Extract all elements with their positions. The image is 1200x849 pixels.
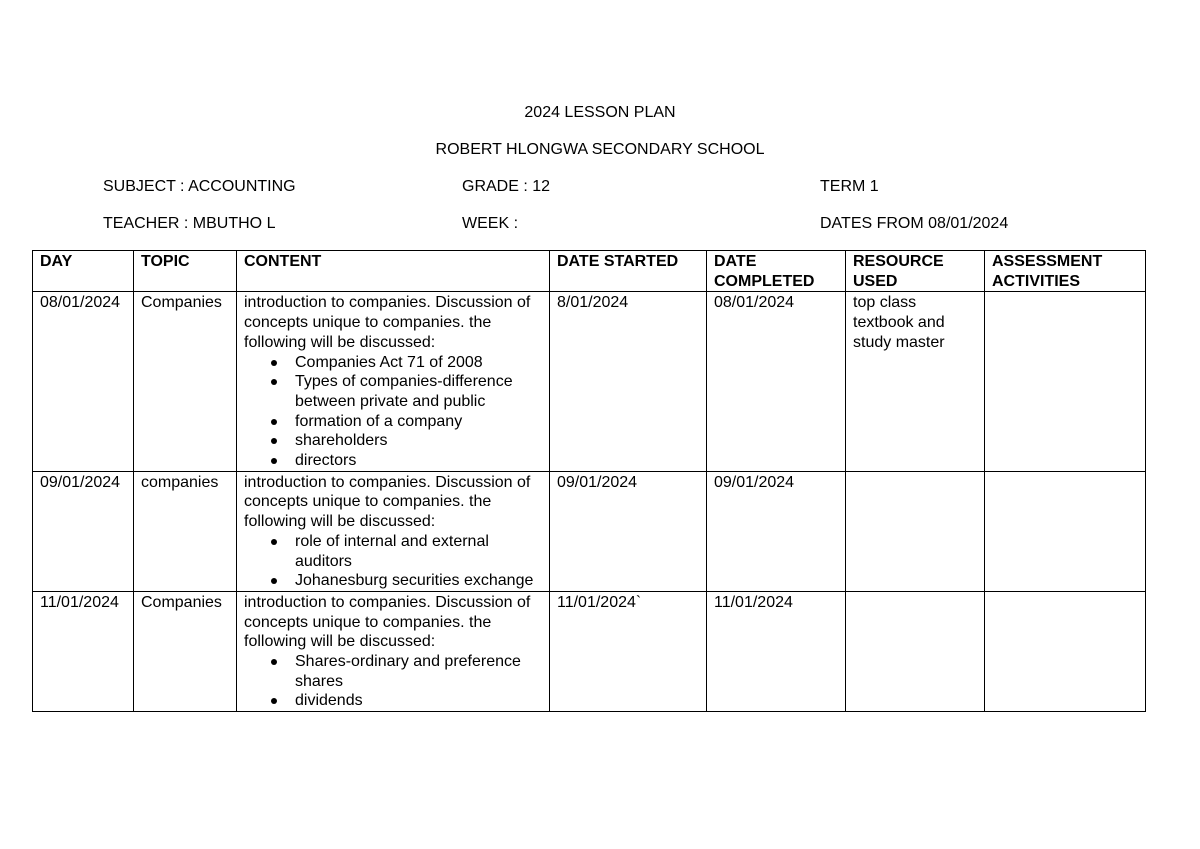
content-bullet-list: [244, 532, 542, 591]
content-bullet: dividends: [295, 691, 542, 711]
column-header-topic: TOPIC: [134, 251, 237, 292]
date-completed-cell: 08/01/2024: [707, 292, 846, 471]
content-intro: introduction to companies. Discussion of concepts unique to companies. the following will be discussed:: [244, 473, 531, 531]
school-name: ROBERT HLONGWA SECONDARY SCHOOL: [435, 141, 765, 158]
week-field: WEEK :: [462, 215, 519, 232]
content-bullet: Types of companies-difference between private and public: [295, 372, 542, 411]
content-bullet: shareholders: [295, 431, 542, 451]
column-header-content: CONTENT: [237, 251, 550, 292]
column-header-date-started: DATE STARTED: [550, 251, 707, 292]
date-completed-cell: 09/01/2024: [707, 471, 846, 591]
grade-field: GRADE : 12: [462, 178, 551, 195]
table-header-row: [33, 251, 1146, 292]
subject-field: SUBJECT : ACCOUNTING: [103, 178, 296, 195]
content-bullet: Companies Act 71 of 2008: [295, 353, 542, 373]
date-started-cell: 09/01/2024: [550, 471, 707, 591]
table-row: [33, 292, 1146, 471]
content-bullet: role of internal and external auditors: [295, 532, 542, 571]
assessment-cell: [985, 292, 1146, 471]
content-bullet: Johanesburg securities exchange: [295, 571, 542, 591]
content-bullet: directors: [295, 451, 542, 471]
table-row: [33, 471, 1146, 591]
teacher-field: TEACHER : MBUTHO L: [103, 215, 276, 232]
column-header-resource-used: RESOURCE USED: [846, 251, 985, 292]
assessment-cell: [985, 471, 1146, 591]
date-started-cell: 8/01/2024: [550, 292, 707, 471]
day-cell: 08/01/2024: [33, 292, 134, 471]
day-cell: 09/01/2024: [33, 471, 134, 591]
content-intro: introduction to companies. Discussion of concepts unique to companies. the following will be discussed:: [244, 294, 531, 351]
content-cell: [237, 471, 550, 591]
column-header-assessment-activities: ASSESSMENT ACTIVITIES: [985, 251, 1146, 292]
content-bullet: Shares-ordinary and preference shares: [295, 652, 542, 691]
resource-cell: [846, 471, 985, 591]
content-bullet-list: [244, 353, 542, 471]
topic-cell: Companies: [134, 591, 237, 711]
resource-cell: [846, 591, 985, 711]
day-cell: 11/01/2024: [33, 591, 134, 711]
content-cell: [237, 292, 550, 471]
table-row: [33, 591, 1146, 711]
date-started-cell: 11/01/2024`: [550, 591, 707, 711]
content-bullet-list: [244, 652, 542, 711]
topic-cell: Companies: [134, 292, 237, 471]
content-intro: introduction to companies. Discussion of concepts unique to companies. the following will be discussed:: [244, 593, 531, 651]
column-header-day: DAY: [33, 251, 134, 292]
resource-cell: top class textbook and study master: [846, 292, 985, 471]
date-completed-cell: 11/01/2024: [707, 591, 846, 711]
column-header-date-completed: DATE COMPLETED: [707, 251, 846, 292]
dates-field: DATES FROM 08/01/2024: [820, 215, 1009, 232]
topic-cell: companies: [134, 471, 237, 591]
term-field: TERM 1: [820, 178, 879, 195]
content-bullet: formation of a company: [295, 412, 542, 432]
lesson-plan-table: [32, 250, 1146, 712]
page-title: 2024 LESSON PLAN: [524, 104, 676, 121]
assessment-cell: [985, 591, 1146, 711]
content-cell: [237, 591, 550, 711]
